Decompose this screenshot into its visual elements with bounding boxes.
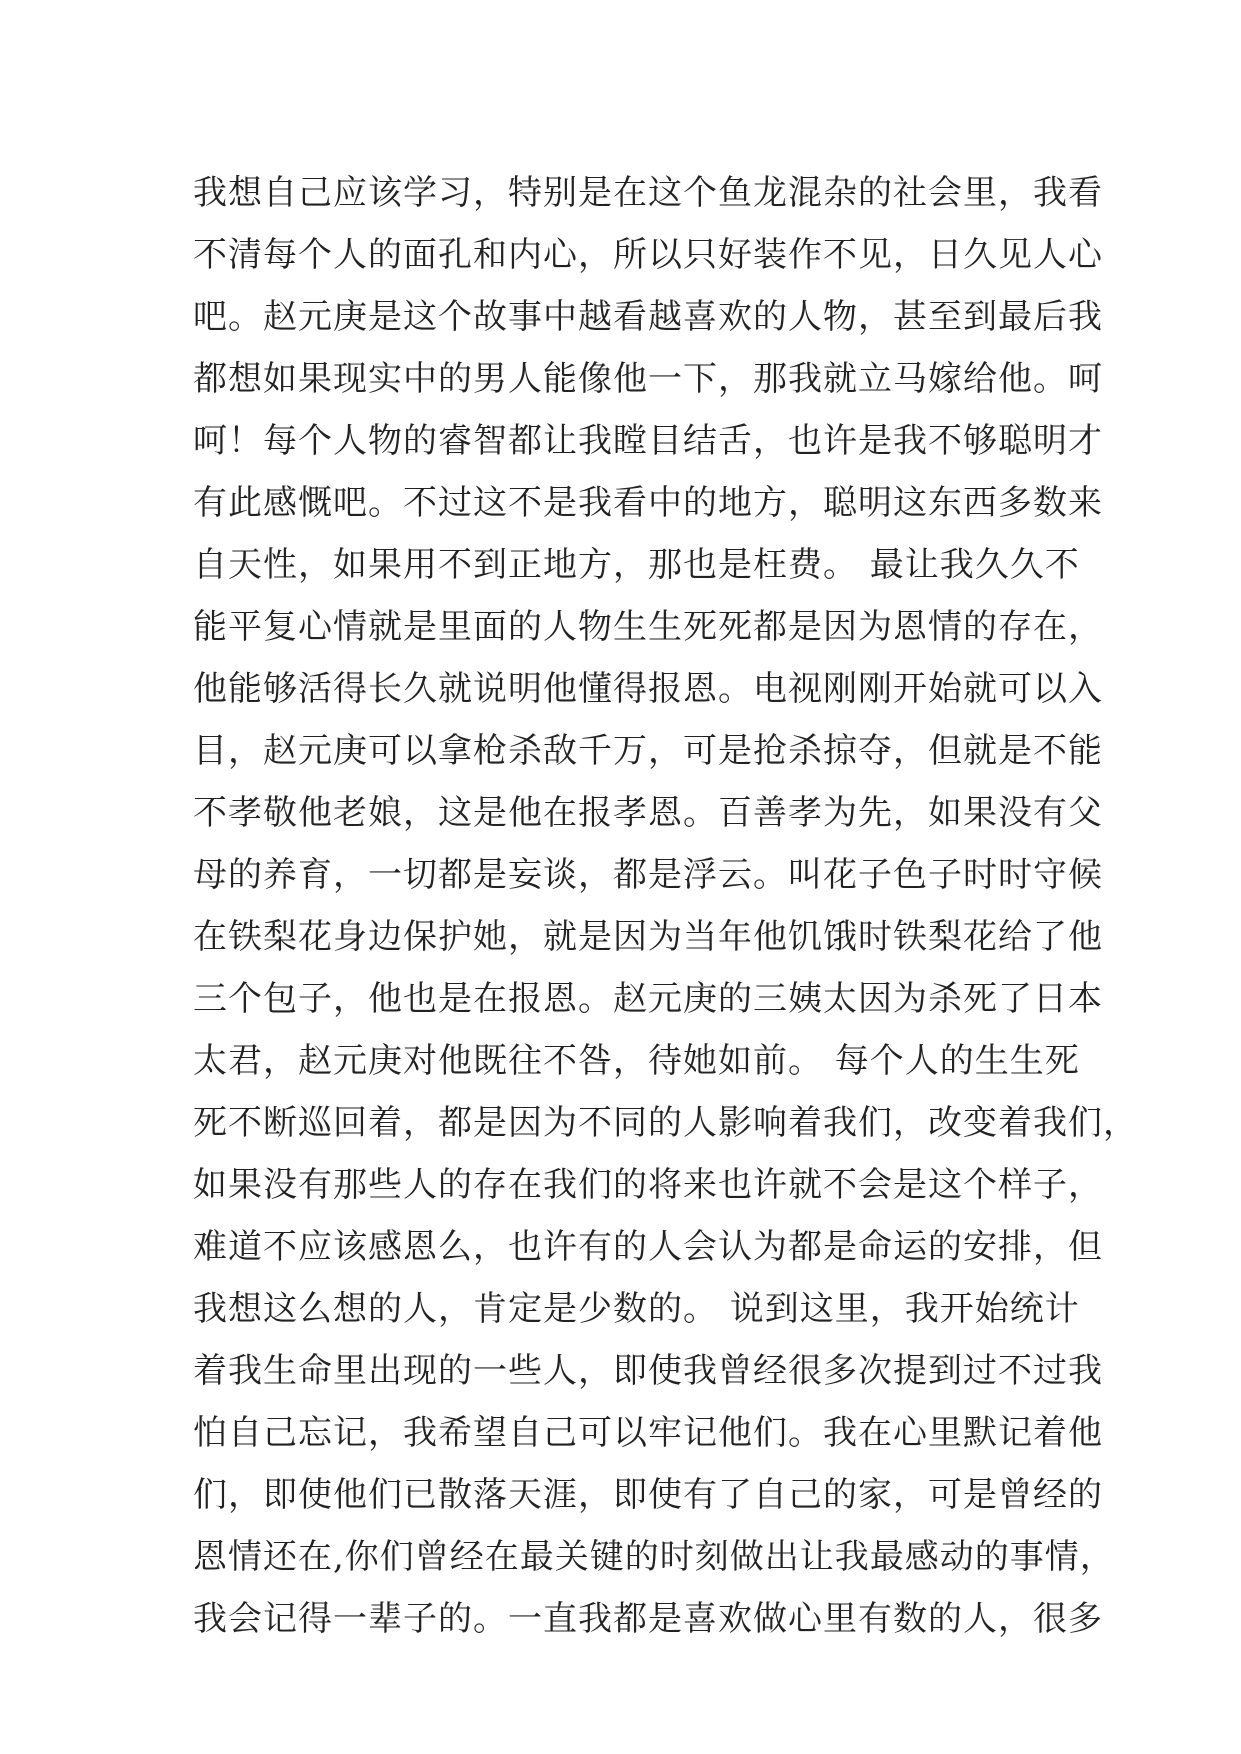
text-line: 能平复心情就是里面的人物生生死死都是因为恩情的存在， [193, 607, 1103, 647]
text-line: 吧。赵元庚是这个故事中越看越喜欢的人物，甚至到最后我 [193, 297, 1103, 337]
text-line: 怕自己忘记，我希望自己可以牢记他们。我在心里默记着他 [193, 1413, 1103, 1453]
text-line: 有此感慨吧。不过这不是我看中的地方，聪明这东西多数来 [193, 483, 1103, 523]
text-line: 恩情还在,你们曾经在最关键的时刻做出让我最感动的事情， [193, 1537, 1115, 1577]
text-line: 自天性，如果用不到正地方，那也是枉费。 最让我久久不 [193, 545, 1080, 585]
text-line: 都想如果现实中的男人能像他一下，那我就立马嫁给他。呵 [193, 359, 1103, 399]
text-line: 们，即使他们已散落天涯，即使有了自己的家，可是曾经的 [193, 1475, 1103, 1515]
text-line: 我想自己应该学习，特别是在这个鱼龙混杂的社会里，我看 [193, 173, 1103, 213]
text-line: 我会记得一辈子的。一直我都是喜欢做心里有数的人，很多 [193, 1599, 1103, 1639]
text-line: 母的养育，一切都是妄谈，都是浮云。叫花子色子时时守候 [193, 855, 1103, 895]
body-text [193, 162, 1138, 1650]
text-line: 太君，赵元庚对他既往不咎，待她如前。 每个人的生生死 [193, 1041, 1080, 1081]
text-line: 不孝敬他老娘，这是他在报孝恩。百善孝为先，如果没有父 [193, 793, 1103, 833]
text-line: 着我生命里出现的一些人，即使我曾经很多次提到过不过我 [193, 1351, 1103, 1391]
text-line: 难道不应该感恩么，也许有的人会认为都是命运的安排，但 [193, 1227, 1103, 1267]
text-line: 死不断巡回着，都是因为不同的人影响着我们，改变着我们， [193, 1103, 1138, 1143]
text-line: 目，赵元庚可以拿枪杀敌千万，可是抢杀掠夺，但就是不能 [193, 731, 1103, 771]
text-line: 不清每个人的面孔和内心，所以只好装作不见，日久见人心 [193, 235, 1103, 275]
text-line: 他能够活得长久就说明他懂得报恩。电视刚刚开始就可以入 [193, 669, 1103, 709]
text-line: 在铁梨花身边保护她，就是因为当年他饥饿时铁梨花给了他 [193, 917, 1103, 957]
text-line: 我想这么想的人，肯定是少数的。 说到这里，我开始统计 [193, 1289, 1080, 1329]
text-line: 三个包子，他也是在报恩。赵元庚的三姨太因为杀死了日本 [193, 979, 1103, 1019]
text-line: 呵！每个人物的睿智都让我瞠目结舌，也许是我不够聪明才 [193, 421, 1103, 461]
text-line: 如果没有那些人的存在我们的将来也许就不会是这个样子， [193, 1165, 1103, 1205]
